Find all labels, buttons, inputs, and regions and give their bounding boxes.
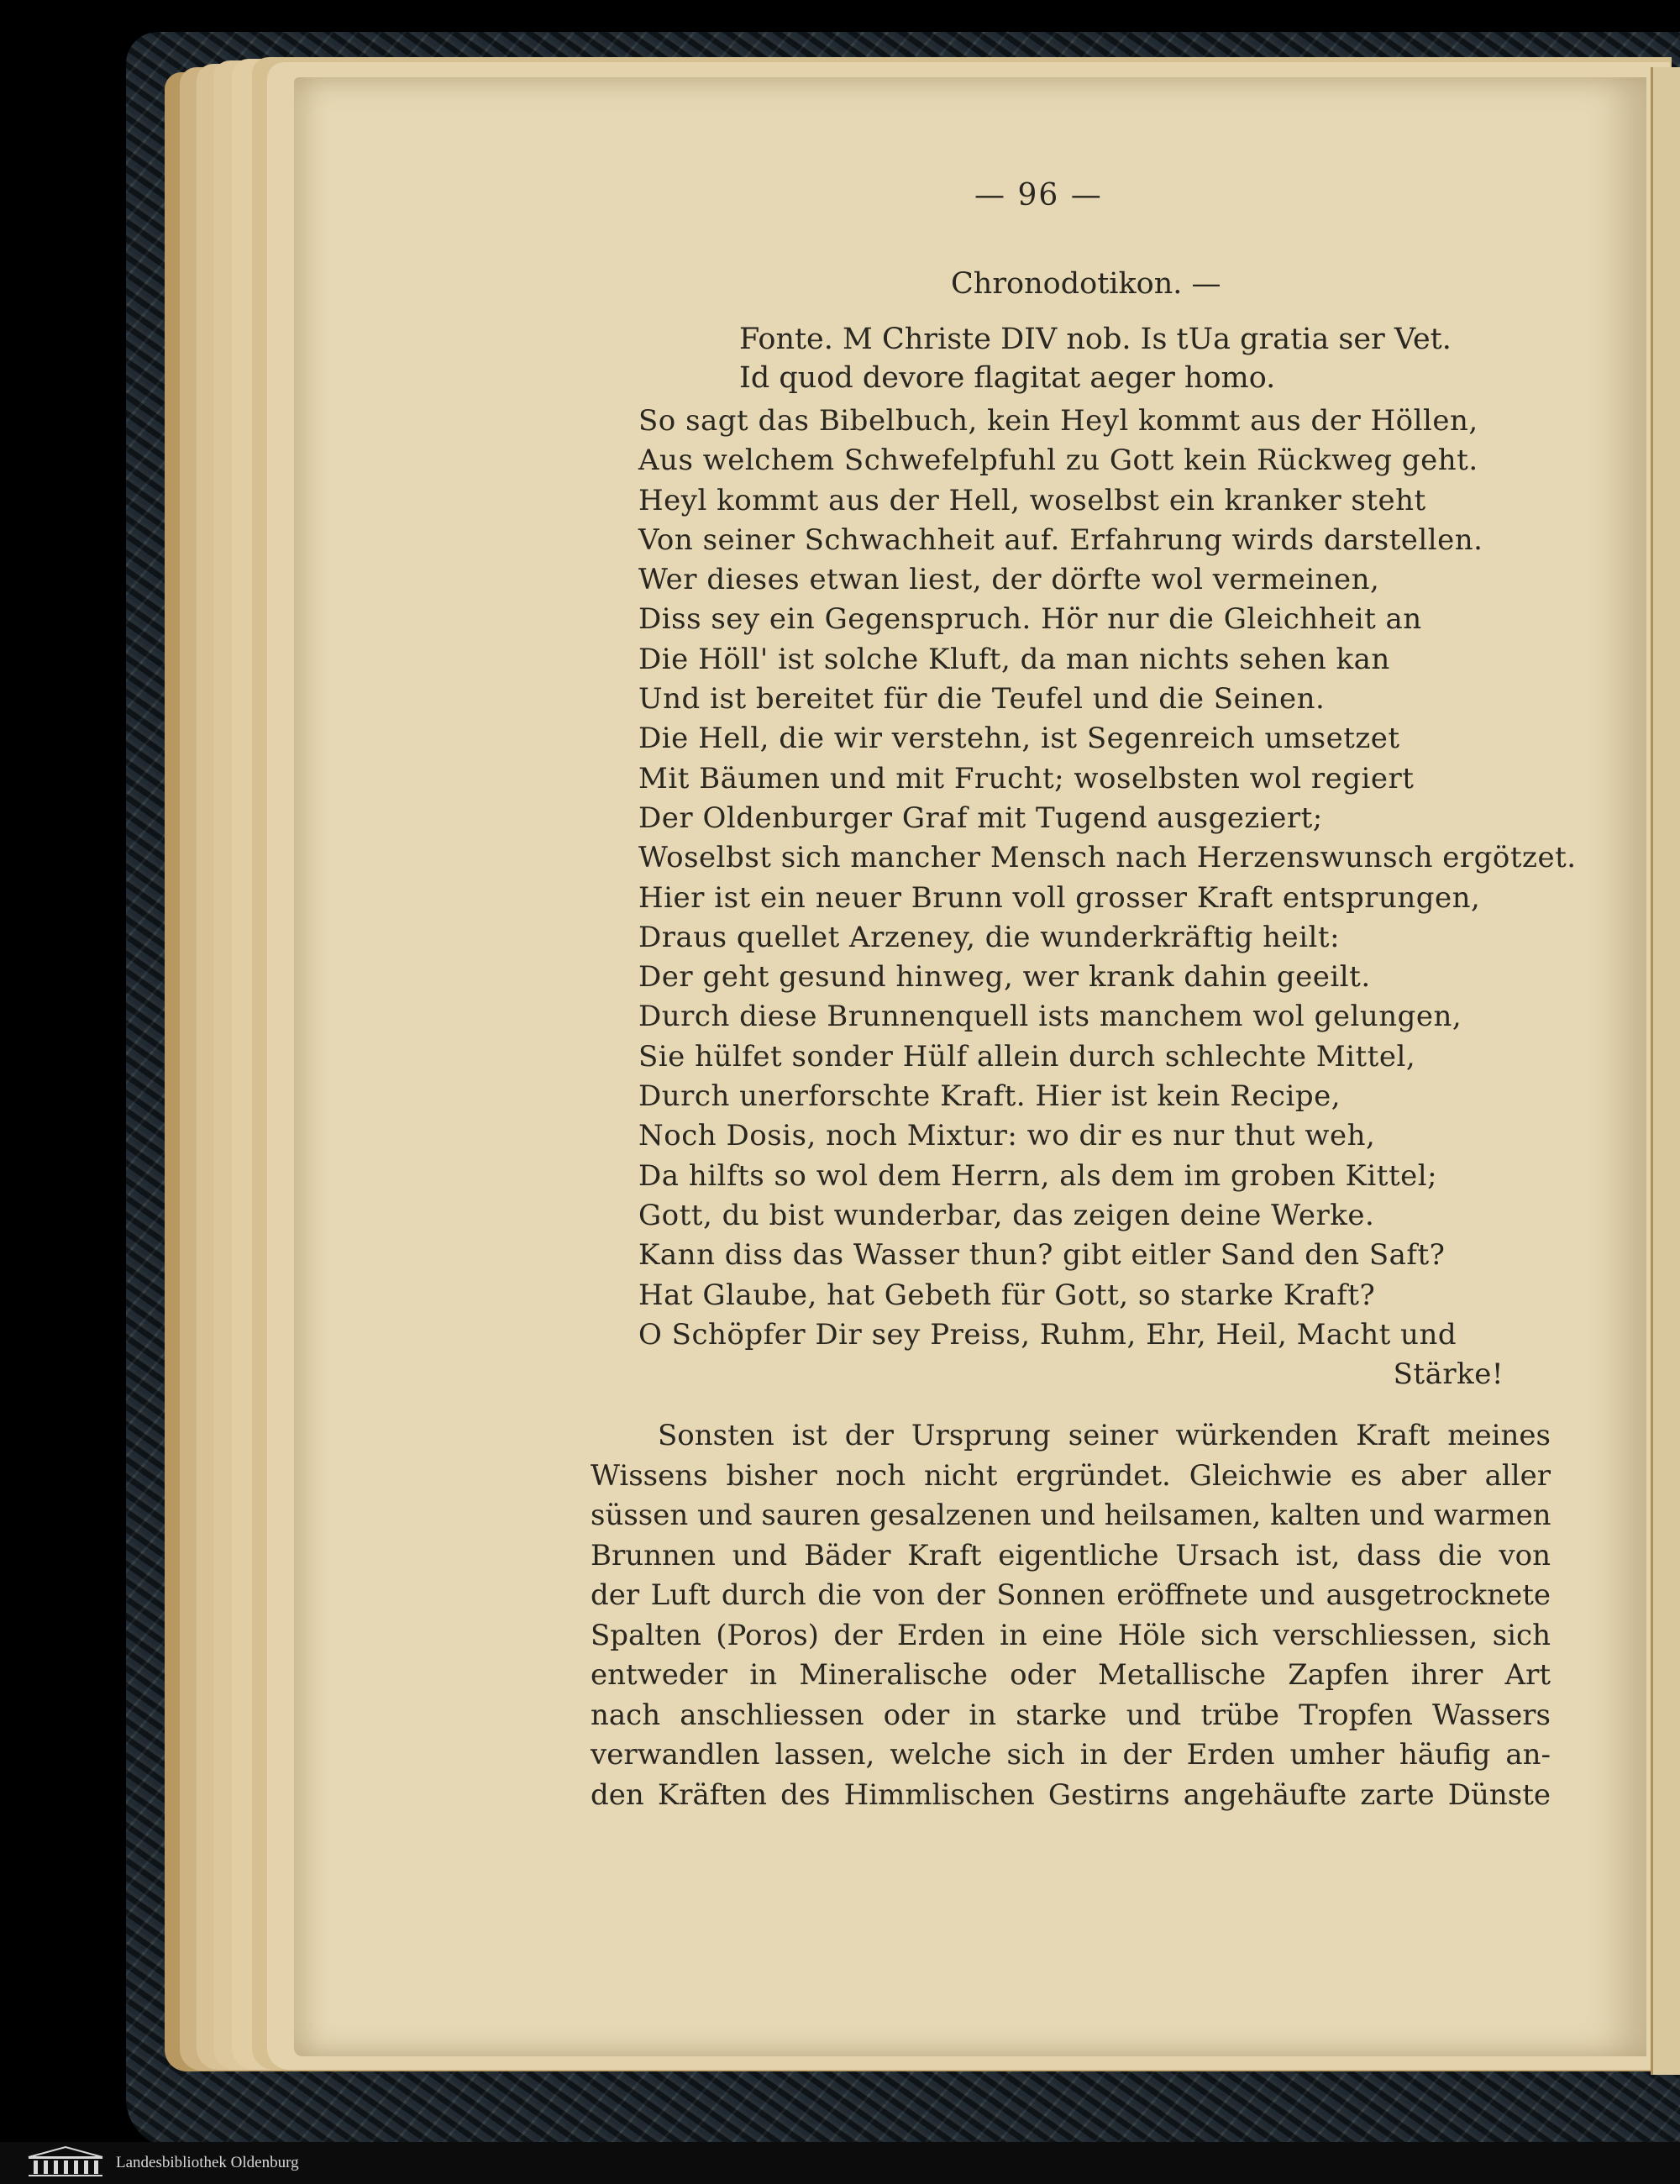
prose-line: nach anschliessen oder in starke und trübe Tropfen Wassers <box>591 1698 1551 1732</box>
prose-line: Wissens bisher noch nicht ergründet. Gleichwie es aber aller <box>591 1458 1551 1493</box>
verse-line: Der geht gesund hinweg, wer krank dahin geeilt. <box>638 960 1371 995</box>
latin-line: Fonte. M Christe DIV nob. Is tUa gratia ser Vet. <box>739 323 1452 356</box>
verse-line: Diss sey ein Gegenspruch. Hör nur die Gleichheit an <box>638 602 1422 637</box>
verse-line: Durch unerforschte Kraft. Hier ist kein Recipe, <box>638 1079 1341 1114</box>
verse-continuation: Stärke! <box>1393 1357 1504 1392</box>
verse-line: Heyl kommt aus der Hell, woselbst ein kranker steht <box>638 483 1426 517</box>
verse-line: O Schöpfer Dir sey Preiss, Ruhm, Ehr, Heil, Macht und <box>638 1317 1457 1352</box>
verse-line: Hat Glaube, hat Gebeth für Gott, so starke Kraft? <box>638 1278 1376 1312</box>
verse-line: Aus welchem Schwefelpfuhl zu Gott kein Rückweg geht. <box>638 444 1478 478</box>
verse-line: Wer dieses etwan liest, der dörfte wol vermeinen, <box>638 563 1380 597</box>
verse-line: Kann diss das Wasser thun? gibt eitler Sand den Saft? <box>638 1238 1446 1273</box>
verse-line: Mit Bäumen und mit Frucht; woselbsten wol regiert <box>638 761 1415 795</box>
prose-line: Spalten (Poros) der Erden in eine Höle sich verschliessen, sich <box>591 1618 1551 1652</box>
poem-heading: Chronodotikon. — <box>951 267 1221 301</box>
prose-line: verwandlen lassen, welche sich in der Erden umher häufig an- <box>591 1738 1551 1772</box>
verse-line: Die Höll' ist solche Kluft, da man nichts sehen kan <box>638 642 1390 676</box>
prose-paragraph <box>591 1416 1551 1815</box>
poem-verse <box>638 402 1577 1394</box>
verse-line: Der Oldenburger Graf mit Tugend ausgeziert; <box>638 801 1323 835</box>
verse-line: Durch diese Brunnenquell ists manchem wol gelungen, <box>638 1000 1462 1034</box>
library-building-icon <box>25 2145 106 2179</box>
latin-line: Id quod devore flagitat aeger homo. <box>739 361 1276 395</box>
prose-line: der Luft durch die von der Sonnen eröffnete und ausgetrocknete <box>591 1578 1551 1612</box>
prose-line: Brunnen und Bäder Kraft eigentliche Ursach ist, dass die von <box>591 1538 1551 1572</box>
facing-page <box>1651 67 1680 2075</box>
prose-line: süssen und sauren gesalzenen und heilsamen, kalten und warmen <box>591 1499 1551 1532</box>
verse-line: Woselbst sich mancher Mensch nach Herzenswunsch ergötzet. <box>638 841 1577 875</box>
prose-line: entweder in Mineralische oder Metallische Zapfen ihrer Art <box>591 1658 1551 1692</box>
verse-line: Draus quellet Arzeney, die wunderkräftig heilt: <box>638 920 1341 954</box>
verse-line: Noch Dosis, noch Mixtur: wo dir es nur thut weh, <box>638 1119 1376 1153</box>
prose-line: Sonsten ist der Ursprung seiner würkenden Kraft meines <box>658 1419 1551 1452</box>
page-number: — 96 — <box>974 178 1103 213</box>
verse-line: Von seiner Schwachheit auf. Erfahrung wirds darstellen. <box>638 522 1483 557</box>
verse-line: Hier ist ein neuer Brunn voll grosser Kraft entsprungen, <box>638 880 1481 915</box>
library-name[interactable]: Landesbibliothek Oldenburg <box>116 2154 299 2171</box>
prose-line: den Kräften des Himmlischen Gestirns angehäufte zarte Dünste <box>591 1777 1551 1812</box>
verse-line: So sagt das Bibelbuch, kein Heyl kommt aus der Höllen, <box>638 404 1478 438</box>
verse-line: Und ist bereitet für die Teufel und die Seinen. <box>638 682 1326 717</box>
verse-line: Gott, du bist wunderbar, das zeigen deine Werke. <box>638 1198 1375 1232</box>
verse-line: Da hilfts so wol dem Herrn, als dem im groben Kittel; <box>638 1158 1438 1193</box>
verse-line: Die Hell, die wir verstehn, ist Segenreich umsetzet <box>638 722 1400 756</box>
verse-line: Sie hülfet sonder Hülf allein durch schlechte Mittel, <box>638 1039 1416 1074</box>
